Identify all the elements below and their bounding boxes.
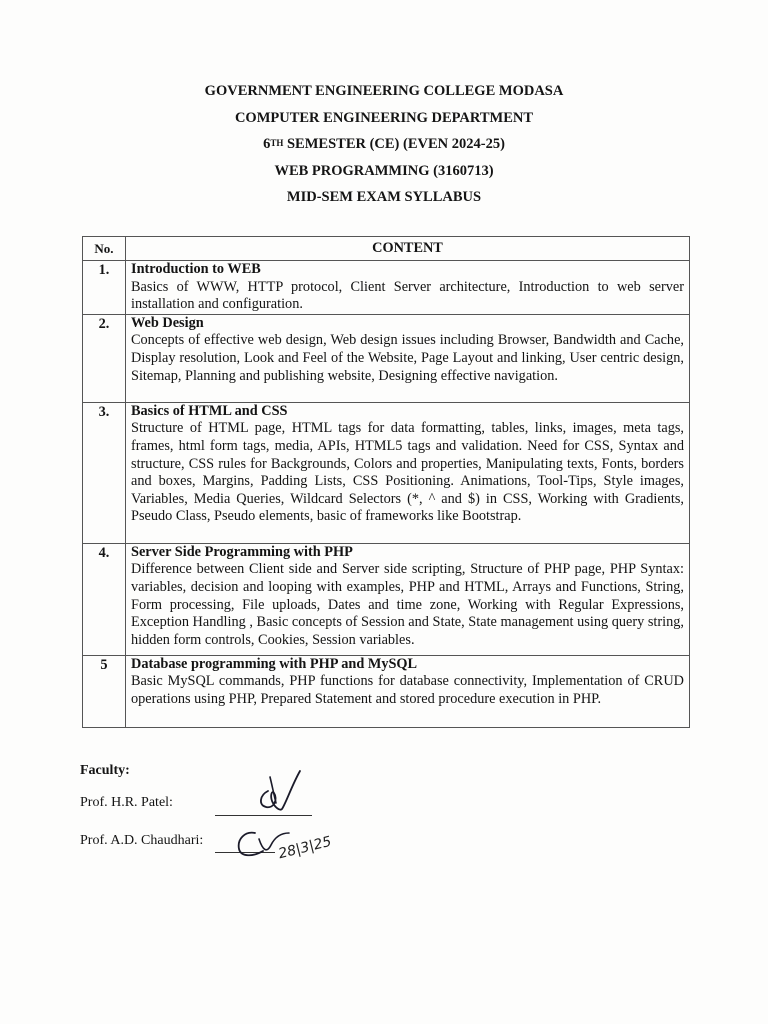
row-content: [126, 543, 690, 655]
topic-description: Structure of HTML page, HTML tags for data formatting, tables, links, images, meta tags, frames, html form tags, media, APIs, HTML5 tags and validation. Need for CSS, Syntax and structure, CSS rules for Backgrounds, Colors and properties, Manipulating texts, Fonts, borders and boxes, Margins, Padding Lists, CSS Positioning. Animations, Tool-Tips, Style images, Variables, Media Queries, Wildcard Selectors (*, ^ and $) in CSS, Working with Gradients, Pseudo Class, Pseudo elements, basic of frameworks like Bootstrap.: [131, 420, 684, 525]
topic-title: Introduction to WEB: [131, 261, 261, 277]
table-row: [83, 543, 690, 655]
topic-title: Web Design: [131, 314, 204, 331]
table-row: [83, 261, 690, 315]
subject-title: WEB PROGRAMMING (3160713): [274, 162, 494, 179]
table-row: [83, 655, 690, 727]
college-name: GOVERNMENT ENGINEERING COLLEGE MODASA: [204, 83, 564, 99]
topic-title: Server Side Programming with PHP: [131, 543, 353, 560]
row-number: 1.: [83, 261, 126, 315]
column-header-no: No.: [83, 237, 126, 261]
table-row: [83, 314, 690, 402]
faculty-heading: Faculty:: [80, 763, 130, 778]
document-header: [0, 78, 768, 211]
exam-title: MID-SEM EXAM SYLLABUS: [286, 189, 482, 205]
column-header-content: CONTENT: [126, 237, 690, 261]
topic-description: Concepts of effective web design, Web design issues including Browser, Bandwidth and Cache, Display resolution, Look and Feel of the Website, Page Layout and linking, User centric design, Sitemap, Planning and publishing website, Designing effective navigation.: [131, 332, 684, 384]
faculty-name: Prof. H.R. Patel:: [80, 795, 173, 810]
row-number: 3.: [83, 402, 126, 543]
faculty-section: [80, 763, 203, 870]
handwritten-date: 28|3|25: [276, 833, 334, 863]
syllabus-table: [82, 236, 690, 728]
topic-title: Database programming with PHP and MySQL: [131, 655, 418, 672]
row-content: [126, 314, 690, 402]
row-number: 2.: [83, 314, 126, 402]
topic-title: Basics of HTML and CSS: [131, 402, 288, 419]
row-content: [126, 655, 690, 727]
semester-number: 6: [263, 136, 271, 152]
topic-description: Basic MySQL commands, PHP functions for database connectivity, Implementation of CRUD operations using PHP, Prepared Statement and stored procedure execution in PHP.: [131, 673, 684, 707]
faculty-member: [80, 832, 203, 870]
row-content: [126, 402, 690, 543]
row-number: 5: [83, 655, 126, 727]
department-name: COMPUTER ENGINEERING DEPARTMENT: [234, 109, 534, 126]
table-header-row: [83, 237, 690, 261]
table-row: [83, 402, 690, 543]
faculty-name: Prof. A.D. Chaudhari:: [80, 833, 204, 848]
row-content: [126, 261, 690, 315]
topic-description: Basics of WWW, HTTP protocol, Client Server architecture, Introduction to web server installation and configuration.: [131, 278, 684, 313]
semester-line: [0, 131, 768, 158]
semester-suffix: TH: [270, 138, 284, 148]
faculty-member: [80, 794, 203, 832]
row-number: 4.: [83, 543, 126, 655]
signature-mark: [250, 765, 310, 820]
semester-details: SEMESTER (CE) (EVEN 2024-25): [283, 136, 505, 152]
topic-description: Difference between Client side and Server side scripting, Structure of PHP page, PHP Syntax: variables, decision and looping with examples, PHP and HTML, Arrays and Functions, String, Form processing, File uploads, Dates and time zone, Working with Regular Expressions, Exception Handling , Basic concepts of Session and State, State management using query string, hidden form controls, Cookies, Session variables.: [131, 561, 684, 648]
